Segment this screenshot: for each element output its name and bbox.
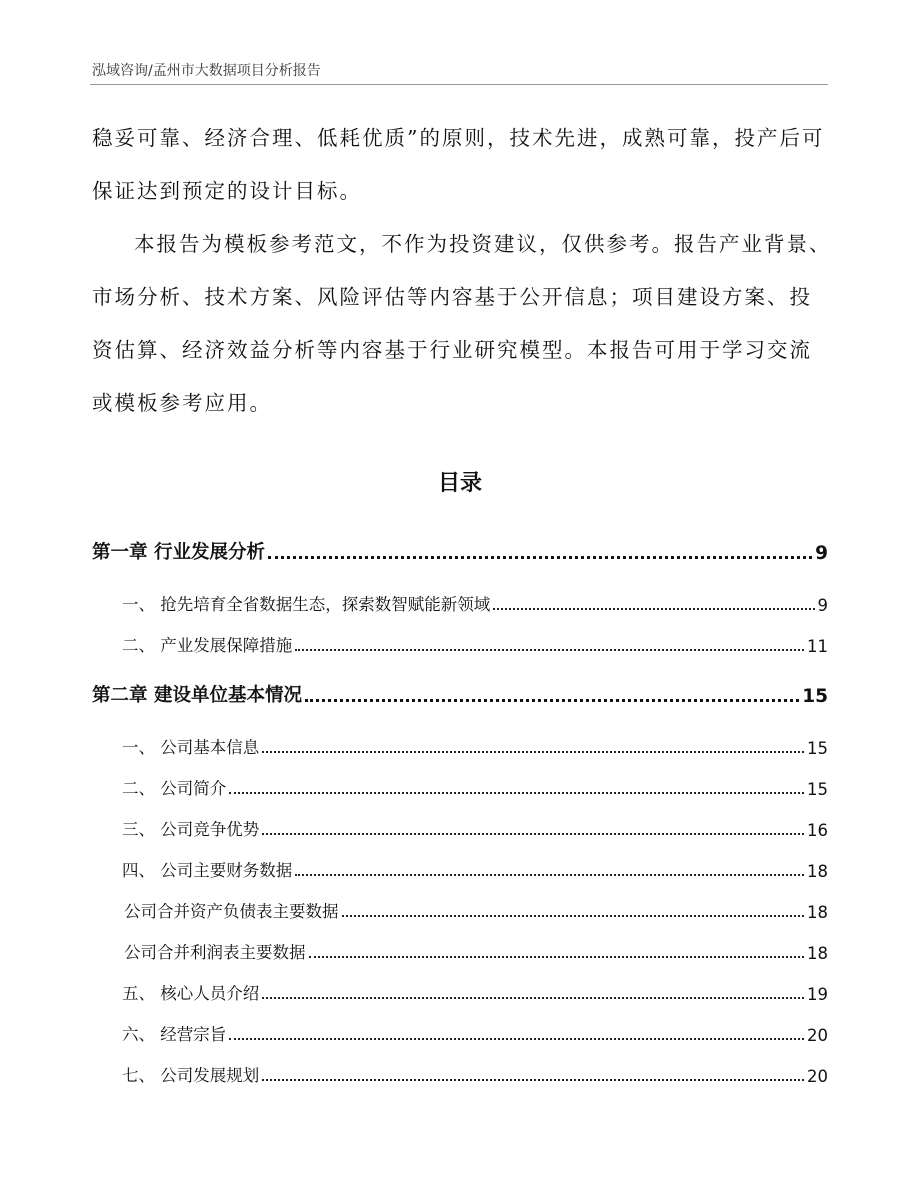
toc-entry-label: 公司合并利润表主要数据 bbox=[124, 943, 306, 962]
toc-entry-label: 三、 公司竞争优势 bbox=[122, 820, 260, 839]
toc-entry-page: 18 bbox=[807, 944, 828, 963]
toc-section-2-7[interactable] bbox=[92, 1047, 828, 1088]
toc-entry-page: 20 bbox=[807, 1067, 828, 1086]
toc-entry-label: 公司合并资产负债表主要数据 bbox=[124, 902, 339, 921]
toc-entry-page: 15 bbox=[807, 739, 828, 758]
toc-entry-label: 五、 核心人员介绍 bbox=[122, 984, 260, 1003]
toc-entry-label: 二、 产业发展保障措施 bbox=[122, 636, 293, 655]
toc-entry-label: 二、 公司简介 bbox=[122, 779, 227, 798]
toc-entry-page: 15 bbox=[802, 686, 828, 707]
toc-dot-leader bbox=[305, 698, 799, 702]
toc-entry-page: 16 bbox=[807, 821, 828, 840]
toc-section-1-2[interactable] bbox=[92, 617, 828, 658]
body-paragraph-1: 稳妥可靠、经济合理、低耗优质”的原则，技术先进，成熟可靠，投产后可保证达到预定的设计目标。 bbox=[92, 126, 825, 203]
toc-chapter-2[interactable] bbox=[92, 668, 828, 709]
toc-dot-leader bbox=[342, 914, 805, 917]
toc-subsection-income-statement[interactable] bbox=[92, 924, 828, 965]
toc-section-1-1[interactable] bbox=[92, 576, 828, 617]
toc-dot-leader bbox=[262, 750, 804, 753]
toc-entry-label: 四、 公司主要财务数据 bbox=[122, 861, 293, 880]
toc-dot-leader bbox=[295, 648, 804, 651]
toc-dot-leader bbox=[229, 1037, 804, 1040]
body-paragraph-2: 本报告为模板参考范文，不作为投资建议，仅供参考。报告产业背景、市场分析、技术方案、风险评估等内容基于公开信息；项目建设方案、投资估算、经济效益分析等内容基于行业研究模型。本报告可用于学习交流或模板参考应用。 bbox=[92, 232, 832, 415]
toc-section-2-5[interactable] bbox=[92, 965, 828, 1006]
toc-dot-leader bbox=[268, 555, 812, 559]
toc-title: 目录 bbox=[437, 471, 482, 496]
running-header: 泓域咨询/孟州市大数据项目分析报告 bbox=[92, 63, 321, 79]
toc-dot-leader bbox=[262, 1078, 804, 1081]
toc-chapter-1[interactable] bbox=[92, 525, 828, 566]
toc-entry-label: 一、 公司基本信息 bbox=[122, 738, 260, 757]
toc-entry-label: 第一章 行业发展分析 bbox=[92, 542, 265, 563]
toc-dot-leader bbox=[295, 873, 804, 876]
toc-entry-page: 15 bbox=[807, 780, 828, 799]
toc-entry-label: 七、 公司发展规划 bbox=[122, 1066, 260, 1085]
header-divider bbox=[90, 84, 828, 85]
toc-entry-page: 18 bbox=[807, 903, 828, 922]
toc-entry-page: 19 bbox=[807, 985, 828, 1004]
toc-entry-page: 20 bbox=[807, 1026, 828, 1045]
toc-dot-leader bbox=[262, 832, 804, 835]
toc-entry-page: 18 bbox=[807, 862, 828, 881]
toc-entry-label: 第二章 建设单位基本情况 bbox=[92, 685, 302, 706]
toc-dot-leader bbox=[493, 607, 814, 610]
toc-entry-page: 11 bbox=[807, 637, 828, 656]
toc-section-2-1[interactable] bbox=[92, 719, 828, 760]
toc-entry-label: 一、 抢先培育全省数据生态，探索数智赋能新领域 bbox=[122, 595, 491, 614]
toc-section-2-4[interactable] bbox=[92, 842, 828, 883]
toc-entry-page: 9 bbox=[815, 543, 828, 564]
toc-section-2-2[interactable] bbox=[92, 760, 828, 801]
toc-entry-label: 六、 经营宗旨 bbox=[122, 1025, 227, 1044]
toc-dot-leader bbox=[309, 955, 805, 958]
toc-dot-leader bbox=[262, 996, 804, 999]
table-of-contents bbox=[92, 525, 828, 1088]
toc-dot-leader bbox=[229, 791, 804, 794]
toc-entry-page: 9 bbox=[817, 596, 828, 615]
toc-subsection-balance-sheet[interactable] bbox=[92, 883, 828, 924]
toc-section-2-3[interactable] bbox=[92, 801, 828, 842]
toc-section-2-6[interactable] bbox=[92, 1006, 828, 1047]
